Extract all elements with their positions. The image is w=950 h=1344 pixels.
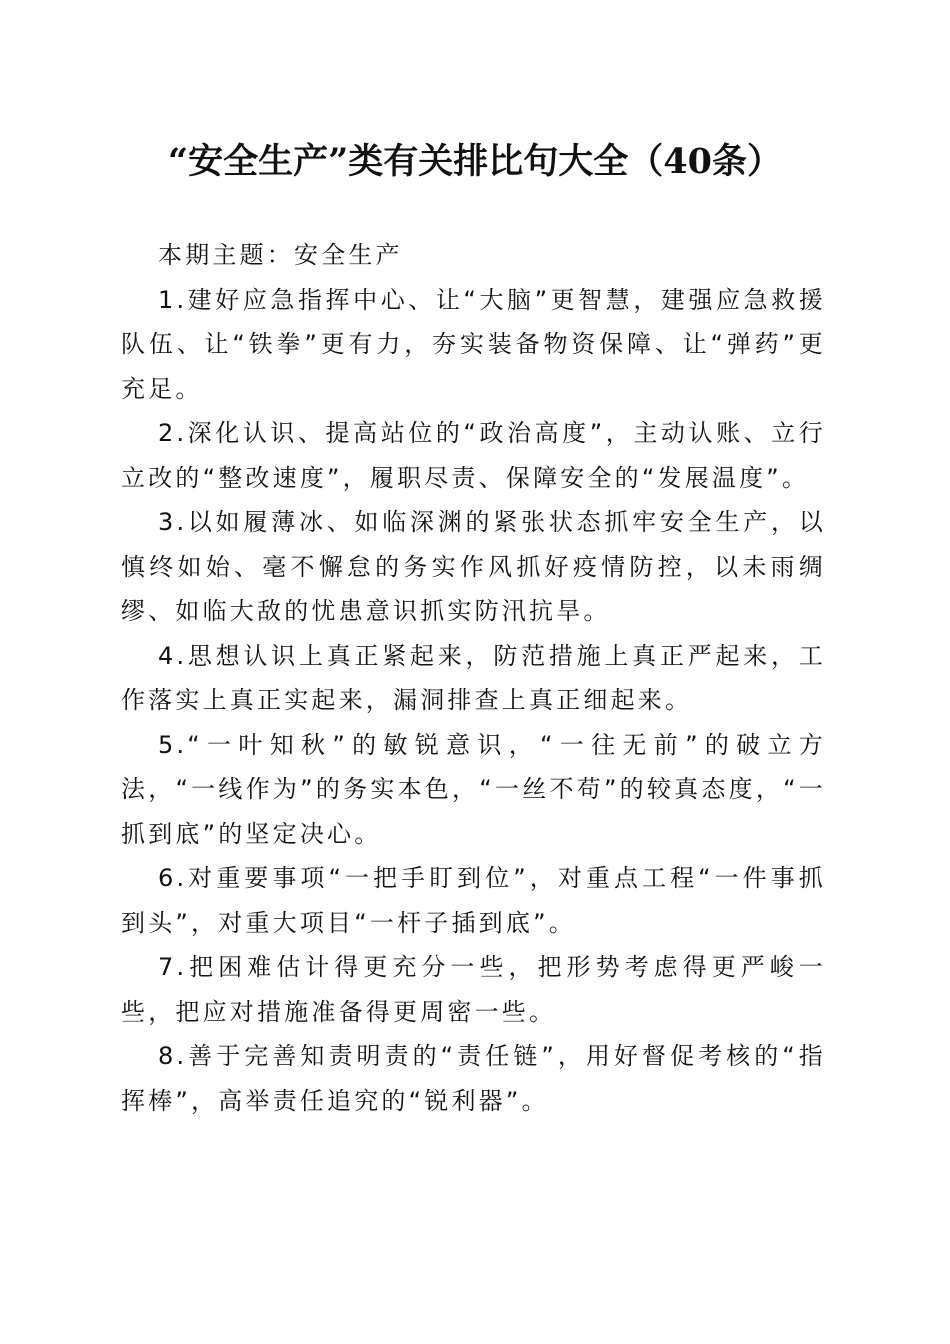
paragraph-6: 6.对重要事项“一把手盯到位”，对重点工程“一件事抓到头”，对重大项目“一杆子插到底”。 (121, 864, 826, 937)
document-title: “安全生产”类有关排比句大全（40条） (168, 141, 782, 182)
paragraph-4: 4.思想认识上真正紧起来，防范措施上真正严起来，工作落实上真正实起来，漏洞排查上真正细起来。 (121, 641, 826, 714)
paragraph-5: 5.“一叶知秋”的敏锐意识，“一往无前”的破立方法，“一线作为”的务实本色，“一丝不苟”的较真态度，“一抓到底”的坚定决心。 (121, 730, 826, 848)
paragraph-1: 1.建好应急指挥中心、让“大脑”更智慧，建强应急救援队伍、让“铁拳”更有力，夯实装备物资保障、让“弹药”更充足。 (121, 285, 826, 403)
paragraph-3: 3.以如履薄冰、如临深渊的紧张状态抓牢安全生产，以慎终如始、毫不懈怠的务实作风抓好疫情防控，以未雨绸缪、如临大敌的忧患意识抓实防汛抗旱。 (121, 508, 826, 625)
paragraph-8: 8.善于完善知责明责的“责任链”，用好督促考核的“指挥棒”，高举责任追究的“锐利器”。 (121, 1042, 826, 1115)
paragraph-2: 2.深化认识、提高站位的“政治高度”，主动认账、立行立改的“整改速度”，履职尽责、保障安全的“发展温度”。 (121, 419, 826, 492)
document-body (121, 233, 826, 1123)
paragraph-7: 7.把困难估计得更充分一些，把形势考虑得更严峻一些，把应对措施准备得更周密一些。 (121, 953, 826, 1026)
subject-line: 本期主题：安全生产 (158, 241, 403, 269)
